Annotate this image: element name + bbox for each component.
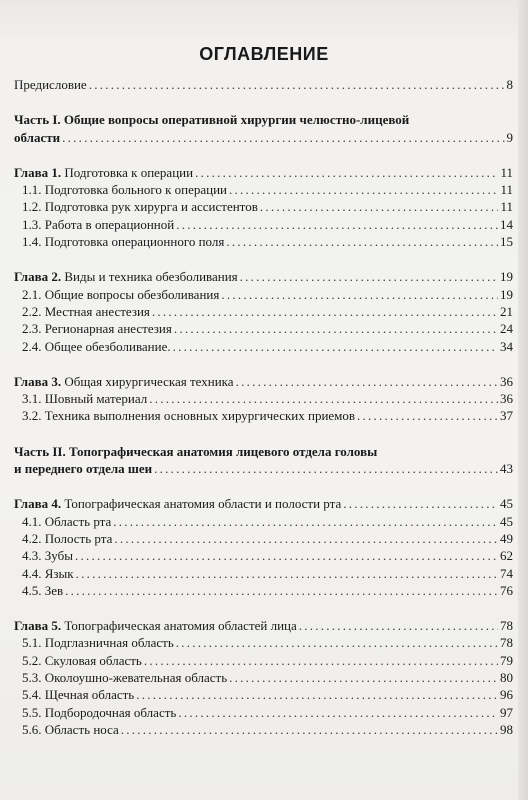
section-label: 2.4. Общее обезболивание. — [22, 338, 171, 354]
dot-leader — [178, 704, 498, 721]
chapter-head: Глава 3. — [14, 373, 62, 389]
toc-section[interactable] — [14, 181, 513, 198]
section-label: 1.4. Подготовка операционного поля — [22, 234, 225, 250]
toc-section[interactable] — [14, 198, 513, 215]
dot-leader — [260, 198, 499, 215]
toc-section[interactable] — [14, 338, 513, 355]
entry-page: 15 — [500, 234, 513, 250]
toc-section[interactable] — [14, 721, 513, 738]
dot-leader — [226, 233, 498, 250]
toc-part-2[interactable] — [14, 443, 513, 478]
toc-section[interactable] — [14, 216, 513, 233]
toc-section[interactable] — [14, 390, 513, 407]
entry-page: 49 — [500, 530, 513, 546]
chapter-head: Глава 1. — [14, 164, 62, 180]
table-of-contents — [14, 76, 513, 738]
toc-section[interactable] — [14, 320, 513, 337]
dot-leader — [62, 129, 504, 146]
dot-leader — [229, 669, 498, 686]
toc-section[interactable] — [14, 530, 513, 547]
toc-chapter-1[interactable] — [14, 164, 513, 250]
entry-page: 62 — [500, 548, 513, 564]
chapter-title: Топографическая анатомия области и полости рта — [61, 496, 342, 512]
entry-page: 8 — [506, 77, 513, 92]
section-label: 2.3. Регионарная анестезия — [22, 321, 172, 337]
entry-page: 80 — [500, 670, 513, 686]
entry-page: 34 — [500, 338, 513, 354]
entry-page: 78 — [500, 635, 513, 651]
dot-leader — [152, 303, 498, 320]
toc-part-1[interactable] — [14, 111, 513, 146]
section-label: 5.5. Подбородочная область — [22, 704, 177, 720]
toc-section[interactable] — [14, 686, 513, 703]
entry-page: 37 — [500, 408, 513, 424]
entry-page: 45 — [500, 496, 513, 512]
part-title-line1: Часть II. Топографическая анатомия лицевого отдела головы — [14, 443, 378, 459]
section-label: 5.6. Область носа — [22, 721, 119, 737]
part-title-line1: Часть I. Общие вопросы оперативной хирургии челюстно-лицевой — [14, 112, 410, 128]
entry-page: 79 — [500, 652, 513, 668]
dot-leader — [195, 164, 498, 181]
section-label: 4.1. Область рта — [22, 513, 112, 529]
dot-leader — [89, 76, 505, 93]
section-label: 4.3. Зубы — [22, 548, 73, 564]
section-label: 4.5. Зев — [22, 582, 64, 598]
toc-section[interactable] — [14, 407, 513, 424]
section-label: 3.1. Шовный материал — [22, 391, 148, 407]
section-label: 5.1. Подглазничная область — [22, 635, 174, 651]
dot-leader — [75, 547, 498, 564]
entry-page: 36 — [500, 391, 513, 407]
entry-page: 45 — [500, 513, 513, 529]
entry-page: 98 — [500, 721, 513, 737]
dot-leader — [113, 513, 498, 530]
toc-chapter-4[interactable] — [14, 495, 513, 599]
toc-chapter-2[interactable] — [14, 268, 513, 354]
entry-page: 21 — [500, 303, 513, 319]
dot-leader — [236, 373, 498, 390]
part-title-line2: и переднего отдела шеи — [14, 461, 153, 477]
toc-chapter-5[interactable] — [14, 617, 513, 738]
section-label: 1.2. Подготовка рук хирурга и ассистентов — [22, 199, 258, 215]
entry-page: 24 — [500, 321, 513, 337]
section-label: 5.2. Скуловая область — [22, 652, 142, 668]
toc-section[interactable] — [14, 652, 513, 669]
toc-section[interactable] — [14, 669, 513, 686]
section-label: 5.4. Щечная область — [22, 687, 135, 703]
part-title-line2: области — [14, 129, 61, 145]
dot-leader — [176, 216, 498, 233]
dot-leader — [76, 565, 498, 582]
chapter-head: Глава 5. — [14, 618, 62, 634]
toc-chapter-3[interactable] — [14, 373, 513, 425]
toc-section[interactable] — [14, 704, 513, 721]
toc-section[interactable] — [14, 565, 513, 582]
toc-section[interactable] — [14, 286, 513, 303]
entry-page: 19 — [500, 269, 513, 285]
dot-leader — [174, 320, 498, 337]
dot-leader — [221, 286, 498, 303]
entry-page: 76 — [500, 582, 513, 598]
chapter-head: Глава 2. — [14, 269, 62, 285]
dot-leader — [65, 582, 498, 599]
entry-page: 36 — [500, 373, 513, 389]
chapter-title: Топографическая анатомия областей лица — [61, 618, 297, 634]
next-page-edge — [518, 0, 528, 800]
section-label: 4.2. Полость рта — [22, 530, 113, 546]
entry-page: 14 — [500, 216, 513, 232]
section-label: 2.1. Общие вопросы обезболивания — [22, 286, 220, 302]
page-title: ОГЛАВЛЕНИЕ — [199, 44, 329, 64]
toc-section[interactable] — [14, 303, 513, 320]
dot-leader — [173, 338, 498, 355]
dot-leader — [299, 617, 498, 634]
section-label: 5.3. Околоушно-жевательная область — [22, 670, 228, 686]
dot-leader — [144, 652, 498, 669]
section-label: 4.4. Язык — [22, 565, 74, 581]
toc-section[interactable] — [14, 513, 513, 530]
entry-page: 96 — [500, 687, 513, 703]
dot-leader — [240, 268, 498, 285]
dot-leader — [154, 460, 498, 477]
entry-page: 97 — [500, 704, 513, 720]
dot-leader — [229, 181, 498, 198]
section-label: 1.3. Работа в операционной — [22, 216, 175, 232]
entry-page: 9 — [506, 129, 513, 145]
entry-page: 19 — [500, 286, 513, 302]
dot-leader — [343, 495, 498, 512]
section-label: 3.2. Техника выполнения основных хирургических приемов — [22, 408, 356, 424]
dot-leader — [136, 686, 498, 703]
dot-leader — [149, 390, 498, 407]
chapter-title: Виды и техника обезболивания — [61, 269, 238, 285]
dot-leader — [121, 721, 498, 738]
entry-page: 74 — [500, 565, 513, 581]
entry-page: 78 — [500, 618, 513, 634]
dot-leader — [357, 407, 498, 424]
chapter-title: Подготовка к операции — [61, 164, 194, 180]
entry-page: 11 — [500, 199, 513, 215]
entry-page: 11 — [500, 164, 513, 180]
entry-label: Предисловие — [14, 77, 87, 92]
entry-page: 43 — [500, 461, 513, 477]
entry-page: 11 — [500, 182, 513, 198]
section-label: 1.1. Подготовка больного к операции — [22, 182, 228, 198]
toc-section[interactable] — [14, 233, 513, 250]
toc-section[interactable] — [14, 634, 513, 651]
toc-entry-preface[interactable] — [14, 76, 513, 93]
dot-leader — [114, 530, 498, 547]
dot-leader — [176, 634, 498, 651]
chapter-head: Глава 4. — [14, 496, 62, 512]
toc-section[interactable] — [14, 547, 513, 564]
toc-section[interactable] — [14, 582, 513, 599]
section-label: 2.2. Местная анестезия — [22, 303, 150, 319]
chapter-title: Общая хирургическая техника — [61, 373, 234, 389]
